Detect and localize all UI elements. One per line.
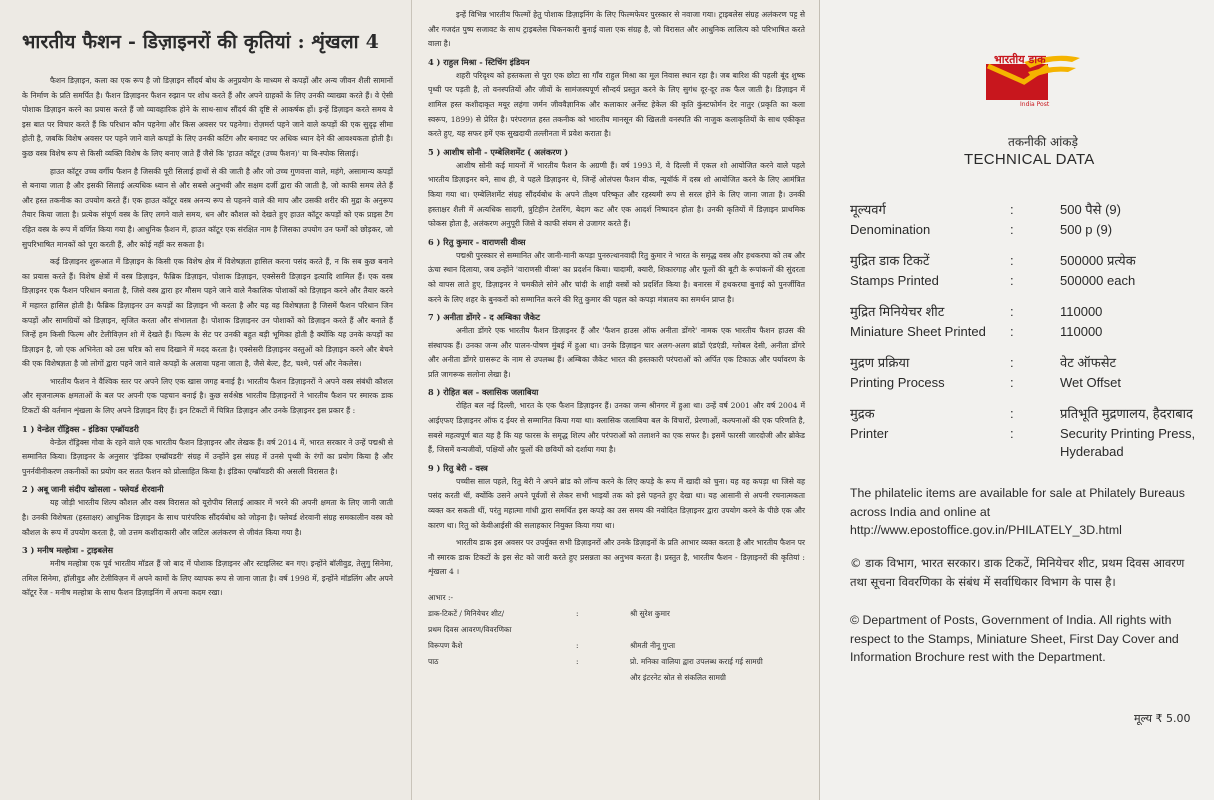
left-panel (0, 0, 412, 800)
intro-paragraph: फैशन डिज़ाइन, कला का एक रूप है जो डिज़ाइन सौंदर्य बोध के अनुप्रयोग के माध्यम से कपड़ों और अन्य जीवन शैली सामानों के निर्माण के प्रति समर्पित है। फैशन डिज़ाइनर फैशन रुझान पर शोध करते हैं और अपने ग्राहकों के लिए उनकी व्याख्या करते हैं। वे ऐसी पोशाक डिज़ाइन करने का प्रयास करते हैं जो व्यावहारिक होने के साथ-साथ सौंदर्य की दृष्टि से आकर्षक हों। इन्हें डिज़ाइन करते समय वे इस बात पर विचार करते हैं कि परिधान कौन पहनेगा और किस अवसर पर पहनेगा। रोज़मर्रा पहने जाने वाले कपड़ों की एक सुदृढ़ सीमा होती है, जबकि विशेष अवसर पर पहने जाने वाले कपड़ों के लिए उनकी कटिंग और बनावट पर अधिक ध्यान देने की आवश्यकता होती है। कुछ वस्त्र विशेष रूप से किसी व्यक्ति विशेष के लिए बनाए जाते हैं जैसे कि 'हाउत कॉटूर (उच्च फैशन)' या बि-स्पोक सिलाई। (22, 76, 393, 158)
right-panel (820, 0, 1214, 800)
section-heading: 3 ) मनीष मल्होत्रा - ट्राइबलेस (22, 545, 114, 556)
section-heading: 1 ) वेन्डेल रॉड्रिक्स - इंडिका एम्ब्रॉयडरी (22, 423, 139, 434)
middle-panel (412, 0, 820, 800)
colon: : (1010, 375, 1014, 390)
haute-couture-paragraph: हाउत कॉटूर उच्च वर्गीय फैशन है जिसकी पूरी सिलाई हाथों से की जाती है और जो उच्च गुणवत्ता वाले, महंगे, असामान्य कपड़ों से बनाया जाता है और इसकी सिलाई अत्यधिक ध्यान से और सबसे अनुभवी और सक्षम दर्जी द्वारा की जाती है, जो काफी समय लेते हैं और हस्त तकनीक का उपयोग करते हैं। एक हाउत कॉटूर वस्त्र अनन्य रूप से पहनने वाले की माप और उसकी शरीर की मुद्रा के अनुरूप तैयार किया जाता है। प्रत्येक संपूर्ण वस्त्र के लिए लगने वाले समय, धन और कौशल को देखते हुए हाउत कॉटूर कपड़ों को एक प्राइस टैग रहित वस्त्र के रूप में वर्णित किया गया है। आधुनिक फ़ैशन में, हाउत कॉटूर एक संरक्षित नाम है जिसका उपयोग उन फर्मों को छोड़कर, जो सुपरिभाषित मानकों को पूरा करती हैं, और कोई नहीं कर सकता है। (22, 166, 393, 249)
value-english: 500 p (9) (1060, 222, 1113, 237)
credit-row (428, 622, 805, 638)
credit-row (428, 654, 805, 670)
section-heading: 4 ) राहुल मिश्रा - स्टिचिंग इंडियन (428, 56, 530, 67)
copyright-english: © Department of Posts, Government of India. All rights with respect to the Stamps, Miniature Sheet, First Day Cover and Information Brochure rest with the Department. (850, 613, 1179, 664)
credit-name: श्रीमती नीनू गुप्ता (630, 641, 676, 650)
data-row-hindi (850, 201, 1200, 219)
data-entry-printing-process (850, 354, 1200, 392)
credits-label: आभार :- (428, 593, 454, 602)
credit-colon (576, 622, 630, 638)
value-english: 500000 each (1060, 273, 1136, 288)
closing-paragraph: भारतीय डाक इस अवसर पर उपर्युक्त सभी डिज़ाइनरों और उनके डिज़ाइनों के प्रति आभार व्यक्त करता है और भारतीय फैशन पर नौ स्मारक डाक टिकटों के इस सेट को जारी करते हुए प्रसन्नता का अनुभव करता है। प्रस्तुत है, भारतीय फैशन - डिज़ाइनरों की कृतियां : शृंखला 4 । (428, 538, 805, 577)
credit-row (428, 670, 805, 686)
section-text: पद्मश्री पुरस्कार से सम्मानित और जानी-मानी कपड़ा पुनरुत्थानवादी रितु कुमार ने भारत के समृद्ध वस्त्र और हथकरघा को तब और ऊंचा स्थान दिलाया, जब उन्होंने 'वाराणसी वीव्स' का प्रदर्शन किया। चादामी, क्यारी, शिकारगाह और फूलों की बूटी के रूपांकनों की सुंदरता को वापस लाते हुए, डिज़ाइनर ने चमकीले सोने और चांदी के शाही वस्त्रों को प्रदर्शित किया है। बनारस में हथकरघा बुनाई को पुनर्जीवित करने के लिए शहर के बुनकरों को सम्मानित करने की रितु कुमार की पहल को कपड़ा मंत्रालय का समर्थन प्राप्त है। (428, 250, 805, 304)
label-hindi: मूल्यवर्ग (850, 202, 886, 217)
credit-row (428, 638, 805, 654)
page-title: भारतीय फैशन - डिज़ाइनरों की कृतियां : शृंखला 4 (22, 31, 380, 53)
colon: : (1010, 202, 1014, 217)
section-heading: 5 ) आशीष सोनी - एम्बेलिशमेंट ( अलंकरण ) (428, 146, 569, 157)
value-hindi: 500000 प्रत्येक (1060, 253, 1136, 268)
data-row-english (850, 221, 1200, 239)
label-english: Stamps Printed (850, 273, 939, 288)
data-row-hindi (850, 303, 1200, 321)
continued-paragraph: इन्हें विभिन्न भारतीय फिल्मों हेतु पोशाक डिज़ाइनिंग के लिए फिल्मफेयर पुरस्कार से नवाजा गया। ट्राइबलेस संग्रह अलंकरण पट्ट से और गजदंत पुष्प सजावट के साथ ट्राइबलेस चिकनकारी बुनाई वाला एक संग्रह है, जो विरासत और आधुनिक लालित्य को परिभाषित करते वाला है। (428, 10, 805, 49)
technical-data-table (850, 201, 1200, 474)
credit-colon (576, 670, 630, 686)
colon: : (1010, 304, 1014, 319)
section-heading: 9 ) रितु बेरी - वस्त्र (428, 462, 488, 473)
colon: : (1010, 426, 1014, 441)
section-text: रोहित बल नई दिल्ली, भारत के एक फैशन डिज़ाइनर हैं। उनका जन्म श्रीनगर में हुआ था। उन्हें वर्ष 2001 और वर्ष 2004 में आईएफए डिज़ाइनर ऑफ द ईयर से सम्मानित किया गया था। क्लासिक जलाबिया बल के विचारों, प्रेरणाओं, कल्पनाओं की एक परिणति है, सबसे महत्वपूर्ण बात यह है कि यह फारस के समृद्ध शिल्प और परंपराओं को तलाशने का एक सफर है। इसमें फारसी जारदोजी और ब्रोकेड हैं, जिसमें वन्यजीवों, पक्षियों और फूलों की छवियों को दर्शाया गया है। (428, 401, 805, 455)
label-hindi: मुद्रण प्रक्रिया (850, 355, 910, 370)
data-entry-miniature-sheet (850, 303, 1200, 341)
credit-colon: : (576, 641, 579, 650)
credit-name: और इंटरनेट स्रोत से संकलित सामग्री (630, 673, 726, 682)
value-hindi: प्रतिभूति मुद्रणालय, हैदराबाद (1060, 406, 1193, 421)
logo-english-text: India Post (1020, 101, 1050, 108)
credit-item (428, 670, 576, 686)
logo-hindi-text: भारतीय डाक (994, 53, 1046, 66)
credit-item: विरूपण कैशे (428, 641, 463, 650)
data-entry-stamps-printed (850, 252, 1200, 290)
credit-colon: : (576, 657, 579, 666)
credit-item: प्रथम दिवस आवरण/विवरणिका (428, 625, 512, 634)
value-english: Security Printing Press, Hyderabad (1060, 426, 1196, 459)
credit-colon: : (576, 609, 579, 618)
label-english: Miniature Sheet Printed (850, 324, 986, 339)
technical-data-heading: TECHNICAL DATA (964, 151, 1095, 168)
credit-name: प्रो. मनिका वालिया द्वारा उपलब्ध कराई गई सामग्री (630, 657, 763, 666)
section-heading: 8 ) रोहित बल - क्लासिक जलाबिया (428, 387, 539, 398)
price-label: मूल्य ₹ 5.00 (1134, 712, 1191, 725)
data-row-hindi (850, 252, 1200, 270)
colon: : (1010, 355, 1014, 370)
credit-name (630, 622, 805, 638)
data-entry-denomination (850, 201, 1200, 239)
credit-item: पाठ (428, 657, 439, 666)
technical-data-hindi-heading: तकनीकी आंकड़े (1008, 135, 1078, 149)
section-text: यह जोड़ी भारतीय शिल्प कौशल और वस्त्र विरासत को यूरोपीय सिलाई आकार में भरने की अपनी क्षमता के लिए जानी जाती है। उनकी विशेषता (हस्ताक्षर) आधुनिक डिज़ाइन के साथ पारंपरिक सौंदर्यबोध को जोड़ना है। फ्लेयर्ड शेरवानी संग्रह समकालीन वस्त्र को कौशल के रूप में उपयोग करता है, जो उत्तम कशीदाकारी और जटिल अलंकरण से जीवंत किया गया है। (22, 498, 393, 537)
data-row-english (850, 425, 1200, 461)
credit-row (428, 606, 805, 622)
credits-block (428, 590, 805, 686)
credit-item: डाक-टिकटें / मिनियेचर शीट/ (428, 609, 505, 618)
value-hindi: 500 पैसे (9) (1060, 202, 1121, 217)
availability-note: The philatelic items are available for sale at Philately Bureaus across India and online at http://www.epostoffice.gov.in/PHILATELY_3D.html (850, 486, 1185, 537)
colon: : (1010, 273, 1014, 288)
section-heading: 6 ) रितु कुमार - वाराणसी वीव्स (428, 236, 526, 247)
value-hindi: वेट ऑफसेट (1060, 355, 1117, 370)
section-heading: 2 ) अबू जानी संदीप खोसला - फ्लेयर्ड शेरवानी (22, 484, 164, 495)
data-row-hindi (850, 354, 1200, 372)
value-english: Wet Offset (1060, 375, 1121, 390)
data-row-english (850, 272, 1200, 290)
section-text: आशीष सोनी कई मायनों में भारतीय फैशन के अग्रणी हैं। वर्ष 1993 में, वे दिल्ली में एकल शो आयोजित करने वाले पहले भारतीय डिज़ाइनर बने, साथ ही, वे पहले डिज़ाइनर थे, जिन्हें ओलंपस फैशन वीक, न्यूयॉर्क में दस्त्र शो आयोजित करने के लिए आमंत्रित किया गया था। एम्बेलिशमेंट संग्रह सौंदर्यबोध के अपने तीक्ष्ण परिष्कृत और रहस्यमी रूप से सरल होने के लिए जाना जाता है। उनकी हस्ताक्षर शैली में अत्यधिक सादगी, त्रुटिहीन टेलरिंग, बेदाग कट और एक आदर्श निष्पादन होता है। उनकी कृतियों में डिज़ाइन प्राथमिक फोकस होता है, अलंकरण अनुपूरी जिसे वे काफी संयम से उजागर करते हैं। (428, 160, 805, 229)
specialisation-paragraph: कई डिज़ाइनर शुरूआत में डिज़ाइन के किसी एक विशेष क्षेत्र में विशेषज्ञता हासिल करना पसंद करते हैं, न कि सब कुछ बनाने का प्रयास करते हैं। विशेष क्षेत्रों में वस्त्र डिज़ाइन, फैब्रिक डिज़ाइन, पोशाक डिज़ाइन, एक्सेसरी डिज़ाइन इत्यादि शामिल हैं। एक वस्त्र डिज़ाइनर एक फैशन परिधान बनाता है, जिसे वस्त्र द्वारा हर मौसम पहने जाने वाले नैकालिक पोशाकों को डिज़ाइन करने और तैयार करने में महारत हासिल होती है। फैब्रिक डिज़ाइनर उन कपड़ों का डिज़ाइन भी करता है और यह वह विशेषज्ञता है जिसमें फैशन परिधान जिन कपड़ों और सामग्रियों को डिज़ाइन, सृजित करता और संभालता है। पोशाक डिज़ाइनर उन पोशाकों को डिज़ाइन करते हैं और बनाते हैं जिन्हें हम किसी फिल्म और टेलीविज़न शो में देखते हैं। फिल्म के सेट पर उनकी बहुत बड़ी भूमिका होती है क्योंकि यह उनके कपड़ों का डिज़ाइन है, जो एक अभिनेता को उस चरित्र को सच दिखाने में मदद करता है। एक्सेसरी डिज़ाइनर वस्तुओं को डिज़ाइन करने और बेचने की एक विशेषज्ञता है जो लोगों द्वारा पहने जाने वाले कपड़ों के अलावा पहना जाता है, जैसे बेल्ट, हैट, चश्मे, पर्स और नेकलेस। (22, 257, 393, 369)
section-text: पच्चीस साल पहले, रितु बेरी ने अपने ब्रांड को लॉन्च करने के लिए कपड़े के रूप में खादी को चुना। यह वह कपड़ा था जिसे वह पसंद करती थीं, क्योंकि उसने अपने पूर्वजों से लेकर सभी भाइयों तक को इसे पहनते हुए देखा था। यह आसानी से अपनी रचनात्मकता व्यक्त कर सकती थीं, परंतु महात्मा गांधी द्वारा समर्थित इस कपड़े का उस समय की नवोदित डिज़ाइनर द्वारा उपयोग करने के पीछे एक और कारण था। रितु को केवीआईसी की सलाहकार नियुक्त किया गया था। (428, 476, 805, 530)
value-hindi: 110000 (1060, 304, 1103, 319)
label-hindi: मुद्रित मिनियेचर शीट (850, 304, 945, 319)
section-text: मनीष मल्होत्रा एक पूर्व भारतीय मॉडल हैं जो बाद में पोशाक डिज़ाइनर और स्टाइलिस्ट बन गए। इन्होंने बॉलीवुड, तेलुगु सिनेमा, तमिल सिनेमा, हॉलीवुड और टेलीविज़न में अपने कामों के लिए व्यापक रूप से जाना जाता है। वर्ष 1998 में, इन्होंने मॉडलिंग और अपने कॉटूर रेंज - मनीष मल्होत्रा के साथ फैशन डिज़ाइनिंग में अपना कदम रखा। (22, 559, 393, 598)
value-english: 110000 (1060, 324, 1103, 339)
colon: : (1010, 253, 1014, 268)
data-row-english (850, 323, 1200, 341)
data-row-english (850, 374, 1200, 392)
credit-name: श्री सुरेश कुमार (630, 609, 670, 618)
section-text: वेन्डेल रॉड्रिक्स गोवा के रहने वाले एक भारतीय फैशन डिज़ाइनर और लेखक हैं। वर्ष 2014 में, भारत सरकार ने उन्हें पद्मश्री से सम्मानित किया। डिज़ाइनर के अनुसार 'इंडिका एम्ब्रॉयडरी' संग्रह में उन्होंने इस संग्रह में उनसे पृथ्वी के रंगों का प्रयोग किया है और पुनर्नवीनीकरण तकनीकों का प्रयोग कर सतत फैशन को प्रोत्साहित किया है। इंडिका एम्ब्रॉयडरी की असली विरासत है। (22, 437, 393, 476)
indian-fashion-paragraph: भारतीय फैशन ने वैश्विक स्तर पर अपने लिए एक खास जगह बनाई है। भारतीय फैशन डिज़ाइनरों ने अपने वस्त्र संबंधी कौशल और सृजनात्मक क्षमताओं के बल पर अपनी एक पहचान बनाई है। कुछ सर्वश्रेष्ठ भारतीय डिज़ाइनरों ने भारतीय फैशन पर स्मारक डाक टिकटों की वर्तमान शृंखला के लिए अपने डिज़ाइन दिए हैं। इन टिकटों में चित्रित डिज़ाइन और उनके डिज़ाइनर इस प्रकार हैं : (22, 376, 393, 416)
colon: : (1010, 222, 1014, 237)
copyright-hindi: © डाक विभाग, भारत सरकार। डाक टिकटें, मिनियेचर शीट, प्रथम दिवस आवरण तथा सूचना विवरणिका के संबंध में सर्वाधिकार विभाग के पास है। (850, 556, 1185, 589)
data-row-hindi (850, 405, 1200, 423)
section-text: अनीता डोंगरे एक भारतीय फैशन डिज़ाइनर हैं और 'फैशन हाउस ऑफ अनीता डोंगरे' नामक एक भारतीय फैशन हाउस की संस्थापक हैं। उनका जन्म और पालन-पोषण मुंबई में हुआ था। उनके डिज़ाइन चार अलग-अलग ब्रांडों एंडएंडी, ग्लोबल देसी, अनीता डोंगरे और अनीता डोंगरे ग्रासरूट के नाम से उपलब्ध हैं। अम्बिका जैकेट भारत की हस्तकारी परंपराओं को अर्पित एक टिकाऊ और पर्यावरण के प्रति जागरूक सलोना लेखा है। (428, 326, 805, 379)
colon: : (1010, 324, 1014, 339)
label-english: Printer (850, 426, 889, 441)
colon: : (1010, 406, 1014, 421)
section-heading: 7 ) अनीता डोंगरे - द अम्बिका जैकेट (428, 312, 541, 323)
section-text: शहरी परिदृश्य को हस्तकला से पूरा एक छोटा सा गाँव राहुल मिश्रा का मूल निवास स्थान रहा है। जब बारिश की पहली बूंद शुष्क पृथ्वी पर पड़ती है, तो वनस्पतियों और जीवों के सामंजस्यपूर्ण सौन्दर्य प्रस्तुत करने के लिए सुगंध दूर-दूर तक फैल जाती है। डिज़ाइन में शामिल हस्त कशीदाकृत मयूर लहंगा जर्मन जीववैज्ञानिक और कलाकार अर्नेस्ट हेकेल की कृति कुंस्टफोर्मन देर नातुर (प्रकृति का कला स्वरूप, 1899) से प्रेरित है। परंपरागत हस्त तकनीक को भारतीय मानसून की खिलती वनस्पति की नाजुक कलाकृतियों के साथ एकीकृत करते हुए, यह सफर हमें एक सुखदायी तल्लीनता में प्रवेश कराता है। (428, 70, 805, 139)
label-english: Printing Process (850, 375, 945, 390)
label-hindi: मुद्रित डाक टिकटें (850, 253, 930, 268)
label-english: Denomination (850, 222, 931, 237)
label-hindi: मुद्रक (850, 406, 875, 421)
data-entry-printer (850, 405, 1200, 461)
